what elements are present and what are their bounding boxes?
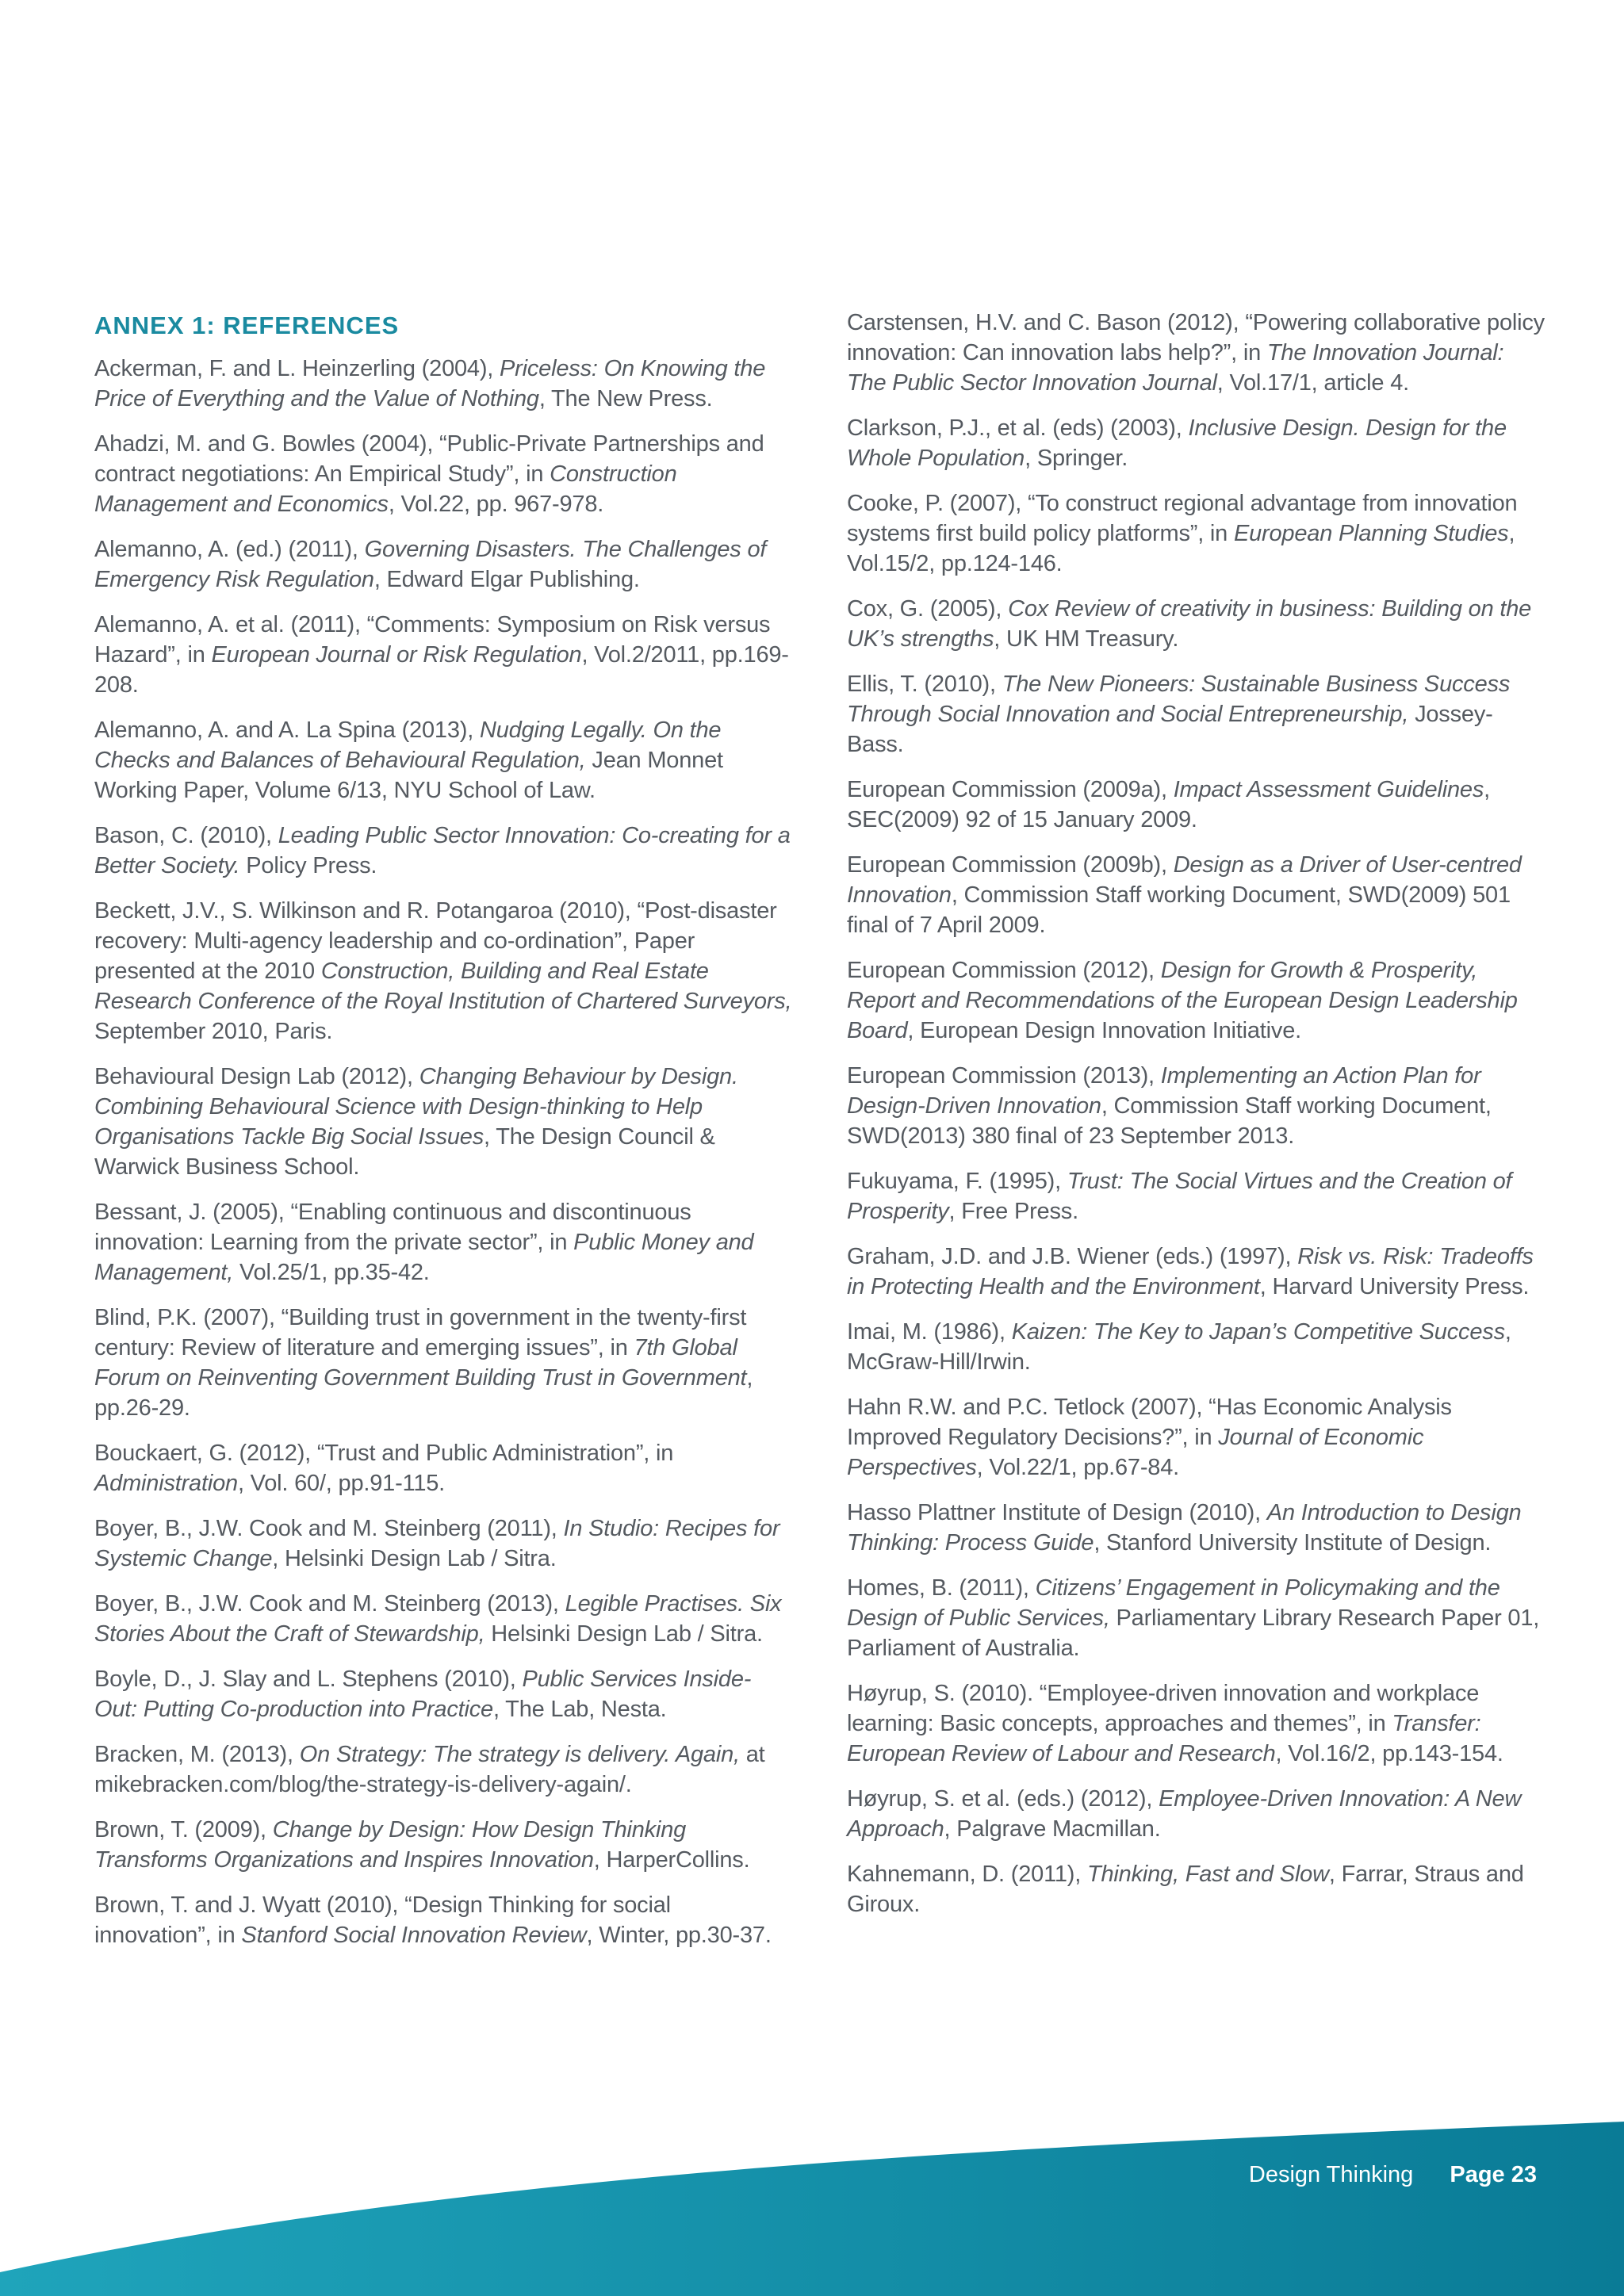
reference-entry bbox=[847, 594, 1545, 654]
reference-text: , Vol. 60/, pp.91-115. bbox=[237, 1471, 446, 1496]
section-heading: ANNEX 1: REFERENCES bbox=[94, 312, 400, 339]
reference-text: Brown, T. (2009), bbox=[94, 1817, 273, 1843]
reference-title: Thinking, Fast and Slow bbox=[1086, 1862, 1329, 1887]
reference-text: Høyrup, S. et al. (eds.) (2012), bbox=[847, 1786, 1159, 1812]
reference-text: Clarkson, P.J., et al. (eds) (2003), bbox=[847, 415, 1189, 441]
reference-text: Bessant, J. (2005), “Enabling continuous and discontinuous innovation: Learning from the private sector”, in bbox=[94, 1200, 691, 1255]
reference-title: The New Pioneers: Sustainable Business Success Through Social Innovation and Social Entrepreneurship, bbox=[847, 672, 1511, 727]
reference-text: Ellis, T. (2010), bbox=[847, 672, 1002, 697]
reference-text: , McGraw-Hill/Irwin. bbox=[847, 1319, 1511, 1375]
reference-entry bbox=[847, 1061, 1545, 1151]
reference-title: Construction Management and Economics bbox=[94, 461, 677, 517]
reference-entry bbox=[94, 1438, 792, 1498]
reference-text: European Commission (2013), bbox=[847, 1063, 1161, 1089]
reference-entry bbox=[847, 488, 1545, 579]
reference-text: , The New Press. bbox=[538, 386, 713, 411]
reference-entry bbox=[847, 1573, 1545, 1663]
reference-entry bbox=[94, 354, 792, 414]
reference-text: , Vol.17/1, article 4. bbox=[1216, 370, 1409, 396]
reference-entry bbox=[94, 1303, 792, 1423]
reference-text: Fukuyama, F. (1995), bbox=[847, 1169, 1067, 1194]
reference-text: , The Design Council & Warwick Business School. bbox=[94, 1124, 715, 1180]
reference-title: Construction, Building and Real Estate Research Conference of the Royal Institution of Chartered Surveyors, bbox=[94, 959, 792, 1014]
reference-title: Governing Disasters. The Challenges of Emergency Risk Regulation bbox=[94, 537, 767, 592]
reference-text: , Free Press. bbox=[948, 1199, 1078, 1224]
reference-text: Behavioural Design Lab (2012), bbox=[94, 1064, 419, 1089]
reference-title: The Innovation Journal: The Public Sector Innovation Journal bbox=[847, 340, 1504, 396]
reference-text: , Vol.15/2, pp.124-146. bbox=[847, 521, 1515, 576]
reference-title: Changing Behaviour by Design. Combining Behavioural Science with Design-thinking to Help Organisations Tackle Big Social Issues bbox=[94, 1064, 738, 1150]
reference-text: , Harvard University Press. bbox=[1259, 1274, 1530, 1299]
reference-entry bbox=[94, 429, 792, 519]
reference-text: , Vol.2/2011, pp.169-208. bbox=[94, 642, 789, 698]
reference-text: , Vol.22/1, pp.67-84. bbox=[976, 1455, 1180, 1480]
reference-entry bbox=[847, 413, 1545, 473]
reference-text: , Edward Elgar Publishing. bbox=[373, 567, 640, 592]
footer-document-title: Design Thinking bbox=[1248, 2162, 1414, 2187]
reference-entry bbox=[94, 896, 792, 1047]
reference-text: , Farrar, Straus and Giroux. bbox=[847, 1862, 1524, 1917]
reference-entry bbox=[847, 308, 1545, 398]
reference-title: Nudging Legally. On the Checks and Balances of Behavioural Regulation, bbox=[94, 718, 722, 773]
reference-text: Hasso Plattner Institute of Design (2010), bbox=[847, 1500, 1267, 1525]
reference-text: Parliamentary Library Research Paper 01, Parliament of Australia. bbox=[847, 1605, 1540, 1661]
reference-text: European Commission (2009a), bbox=[847, 777, 1174, 802]
reference-text: , Vol.16/2, pp.143-154. bbox=[1275, 1741, 1503, 1766]
reference-entry bbox=[94, 1513, 792, 1574]
reference-title: In Studio: Recipes for Systemic Change bbox=[94, 1516, 780, 1571]
reference-text: Boyer, B., J.W. Cook and M. Steinberg (2011), bbox=[94, 1516, 564, 1541]
footer-page-number: Page 23 bbox=[1450, 2162, 1537, 2187]
reference-entry bbox=[847, 669, 1545, 760]
reference-title: Implementing an Action Plan for Design-Driven Innovation bbox=[847, 1063, 1481, 1119]
reference-text: Bracken, M. (2013), bbox=[94, 1742, 300, 1767]
reference-entry bbox=[94, 1890, 792, 1950]
reference-entry bbox=[94, 821, 792, 881]
reference-entry bbox=[847, 1242, 1545, 1302]
reference-entry bbox=[94, 715, 792, 806]
reference-text: , Stanford University Institute of Design. bbox=[1094, 1530, 1492, 1556]
reference-title: Inclusive Design. Design for the Whole Population bbox=[847, 415, 1507, 471]
reference-text: , Palgrave Macmillan. bbox=[944, 1816, 1161, 1842]
reference-text: , European Design Innovation Initiative. bbox=[907, 1018, 1301, 1043]
reference-text: Blind, P.K. (2007), “Building trust in government in the twenty-first century: Review of literature and emerging issues”, in bbox=[94, 1305, 747, 1360]
reference-text: , Helsinki Design Lab / Sitra. bbox=[272, 1546, 557, 1571]
reference-text: Boyle, D., J. Slay and L. Stephens (2010), bbox=[94, 1667, 523, 1692]
reference-text: Hahn R.W. and P.C. Tetlock (2007), “Has Economic Analysis Improved Regulatory Decisions?”, in bbox=[847, 1395, 1452, 1450]
reference-entry bbox=[94, 1664, 792, 1724]
reference-title: Risk vs. Risk: Tradeoffs in Protecting Health and the Environment bbox=[847, 1244, 1534, 1299]
reference-text: , HarperCollins. bbox=[593, 1847, 750, 1873]
reference-title: Change by Design: How Design Thinking Transforms Organizations and Inspires Innovation bbox=[94, 1817, 687, 1873]
reference-text: Homes, B. (2011), bbox=[847, 1575, 1036, 1601]
reference-entry bbox=[94, 610, 792, 700]
reference-text: Ahadzi, M. and G. Bowles (2004), “Public-Private Partnerships and contract negotiations: An Empirical Study”, in bbox=[94, 431, 764, 487]
reference-title: Journal of Economic Perspectives bbox=[847, 1425, 1424, 1480]
reference-entry bbox=[847, 1317, 1545, 1377]
reference-title: Impact Assessment Guidelines bbox=[1173, 777, 1484, 802]
reference-title: Public Services Inside-Out: Putting Co-production into Practice bbox=[94, 1667, 752, 1722]
reference-text: European Commission (2009b), bbox=[847, 852, 1174, 878]
reference-entry bbox=[94, 1815, 792, 1875]
reference-text: Helsinki Design Lab / Sitra. bbox=[485, 1621, 763, 1647]
references-column-right bbox=[847, 308, 1545, 1934]
reference-title: Transfer: European Review of Labour and Research bbox=[847, 1711, 1481, 1766]
reference-text: Vol.25/1, pp.35-42. bbox=[233, 1260, 430, 1285]
reference-text: Høyrup, S. (2010). “Employee-driven innovation and workplace learning: Basic concepts, approaches and themes”, in bbox=[847, 1681, 1480, 1736]
reference-entry bbox=[847, 1392, 1545, 1483]
reference-entry bbox=[94, 1589, 792, 1649]
reference-text: , UK HM Treasury. bbox=[994, 626, 1179, 652]
reference-text: September 2010, Paris. bbox=[94, 1019, 333, 1044]
reference-title: European Journal or Risk Regulation bbox=[211, 642, 582, 668]
reference-entry bbox=[847, 1859, 1545, 1919]
reference-text: Jean Monnet Working Paper, Volume 6/13, NYU School of Law. bbox=[94, 748, 723, 803]
reference-text: Alemanno, A. (ed.) (2011), bbox=[94, 537, 365, 562]
reference-entry bbox=[94, 1739, 792, 1800]
reference-text: , Commission Staff working Document, SWD(2009) 501 final of 7 April 2009. bbox=[847, 882, 1511, 938]
reference-entry bbox=[847, 775, 1545, 835]
reference-text: Imai, M. (1986), bbox=[847, 1319, 1012, 1345]
reference-text: at mikebracken.com/blog/the-strategy-is-delivery-again/. bbox=[94, 1742, 765, 1797]
reference-entry bbox=[94, 534, 792, 595]
reference-title: Legible Practises. Six Stories About the Craft of Stewardship, bbox=[94, 1591, 782, 1647]
reference-title: 7th Global Forum on Reinventing Government Building Trust in Government bbox=[94, 1335, 747, 1391]
reference-title: An Introduction to Design Thinking: Process Guide bbox=[847, 1500, 1522, 1556]
reference-entry bbox=[847, 1678, 1545, 1769]
reference-text: Boyer, B., J.W. Cook and M. Steinberg (2013), bbox=[94, 1591, 565, 1617]
reference-text: Kahnemann, D. (2011), bbox=[847, 1862, 1087, 1887]
reference-title: Public Money and Management, bbox=[94, 1230, 754, 1285]
reference-text: , pp.26-29. bbox=[94, 1365, 753, 1421]
reference-text: Jossey-Bass. bbox=[847, 702, 1493, 757]
reference-title: Administration bbox=[94, 1471, 238, 1496]
reference-title: Employee-Driven Innovation: A New Approach bbox=[847, 1786, 1522, 1842]
reference-text: Ackerman, F. and L. Heinzerling (2004), bbox=[94, 356, 500, 381]
reference-text: Alemanno, A. et al. (2011), “Comments: Symposium on Risk versus Hazard”, in bbox=[94, 612, 771, 668]
reference-text: , SEC(2009) 92 of 15 January 2009. bbox=[847, 777, 1490, 832]
references-column-left bbox=[94, 308, 792, 1965]
reference-text: , Winter, pp.30-37. bbox=[586, 1923, 772, 1948]
reference-text: Carstensen, H.V. and C. Bason (2012), “Powering collaborative policy innovation: Can innovation labs help?”, in bbox=[847, 310, 1545, 365]
reference-entry bbox=[847, 955, 1545, 1046]
reference-title: European Planning Studies bbox=[1233, 521, 1509, 546]
reference-text: Brown, T. and J. Wyatt (2010), “Design Thinking for social innovation”, in bbox=[94, 1892, 671, 1948]
reference-text: European Commission (2012), bbox=[847, 958, 1161, 983]
reference-entry bbox=[847, 850, 1545, 940]
reference-text: , Springer. bbox=[1025, 446, 1128, 471]
reference-title: Trust: The Social Virtues and the Creation of Prosperity bbox=[847, 1169, 1512, 1224]
reference-text: Bouckaert, G. (2012), “Trust and Public Administration”, in bbox=[94, 1441, 674, 1466]
reference-entry bbox=[847, 1498, 1545, 1558]
reference-title: Design as a Driver of User-centred Innovation bbox=[847, 852, 1522, 908]
reference-title: Citizens’ Engagement in Policymaking and the Design of Public Services, bbox=[847, 1575, 1500, 1631]
reference-title: On Strategy: The strategy is delivery. Again, bbox=[299, 1742, 740, 1767]
reference-text: Bason, C. (2010), bbox=[94, 823, 278, 848]
footer bbox=[1249, 2159, 1537, 2191]
reference-text: Policy Press. bbox=[239, 853, 377, 878]
reference-text: Cox, G. (2005), bbox=[847, 596, 1009, 622]
reference-text: , Commission Staff working Document, SWD(2013) 380 final of 23 September 2013. bbox=[847, 1093, 1492, 1149]
reference-text: Cooke, P. (2007), “To construct regional advantage from innovation systems first build policy platforms”, in bbox=[847, 491, 1518, 546]
reference-entry bbox=[94, 1062, 792, 1182]
reference-entry bbox=[847, 1166, 1545, 1226]
reference-title: Cox Review of creativity in business: Building on the UK’s strengths bbox=[847, 596, 1532, 652]
reference-text: Alemanno, A. and A. La Spina (2013), bbox=[94, 718, 480, 743]
reference-text: Graham, J.D. and J.B. Wiener (eds.) (1997), bbox=[847, 1244, 1298, 1269]
reference-title: Kaizen: The Key to Japan’s Competitive Success bbox=[1011, 1319, 1505, 1345]
reference-list-right bbox=[847, 308, 1545, 1919]
reference-entry bbox=[94, 1197, 792, 1288]
reference-title: Priceless: On Knowing the Price of Everything and the Value of Nothing bbox=[94, 356, 766, 411]
reference-title: Stanford Social Innovation Review bbox=[241, 1923, 587, 1948]
reference-list-left bbox=[94, 354, 792, 1950]
reference-title: Design for Growth & Prosperity, Report and Recommendations of the European Design Leadership Board bbox=[847, 958, 1518, 1043]
reference-title: Leading Public Sector Innovation: Co-creating for a Better Society. bbox=[94, 823, 791, 878]
reference-text: Beckett, J.V., S. Wilkinson and R. Potangaroa (2010), “Post-disaster recovery: Multi-agency leadership and co-ordination”, Paper presented at the 2010 bbox=[94, 898, 777, 984]
footer-wave bbox=[0, 2122, 1624, 2296]
reference-entry bbox=[847, 1784, 1545, 1844]
reference-text: , The Lab, Nesta. bbox=[492, 1697, 667, 1722]
reference-text: , Vol.22, pp. 967-978. bbox=[388, 492, 604, 517]
